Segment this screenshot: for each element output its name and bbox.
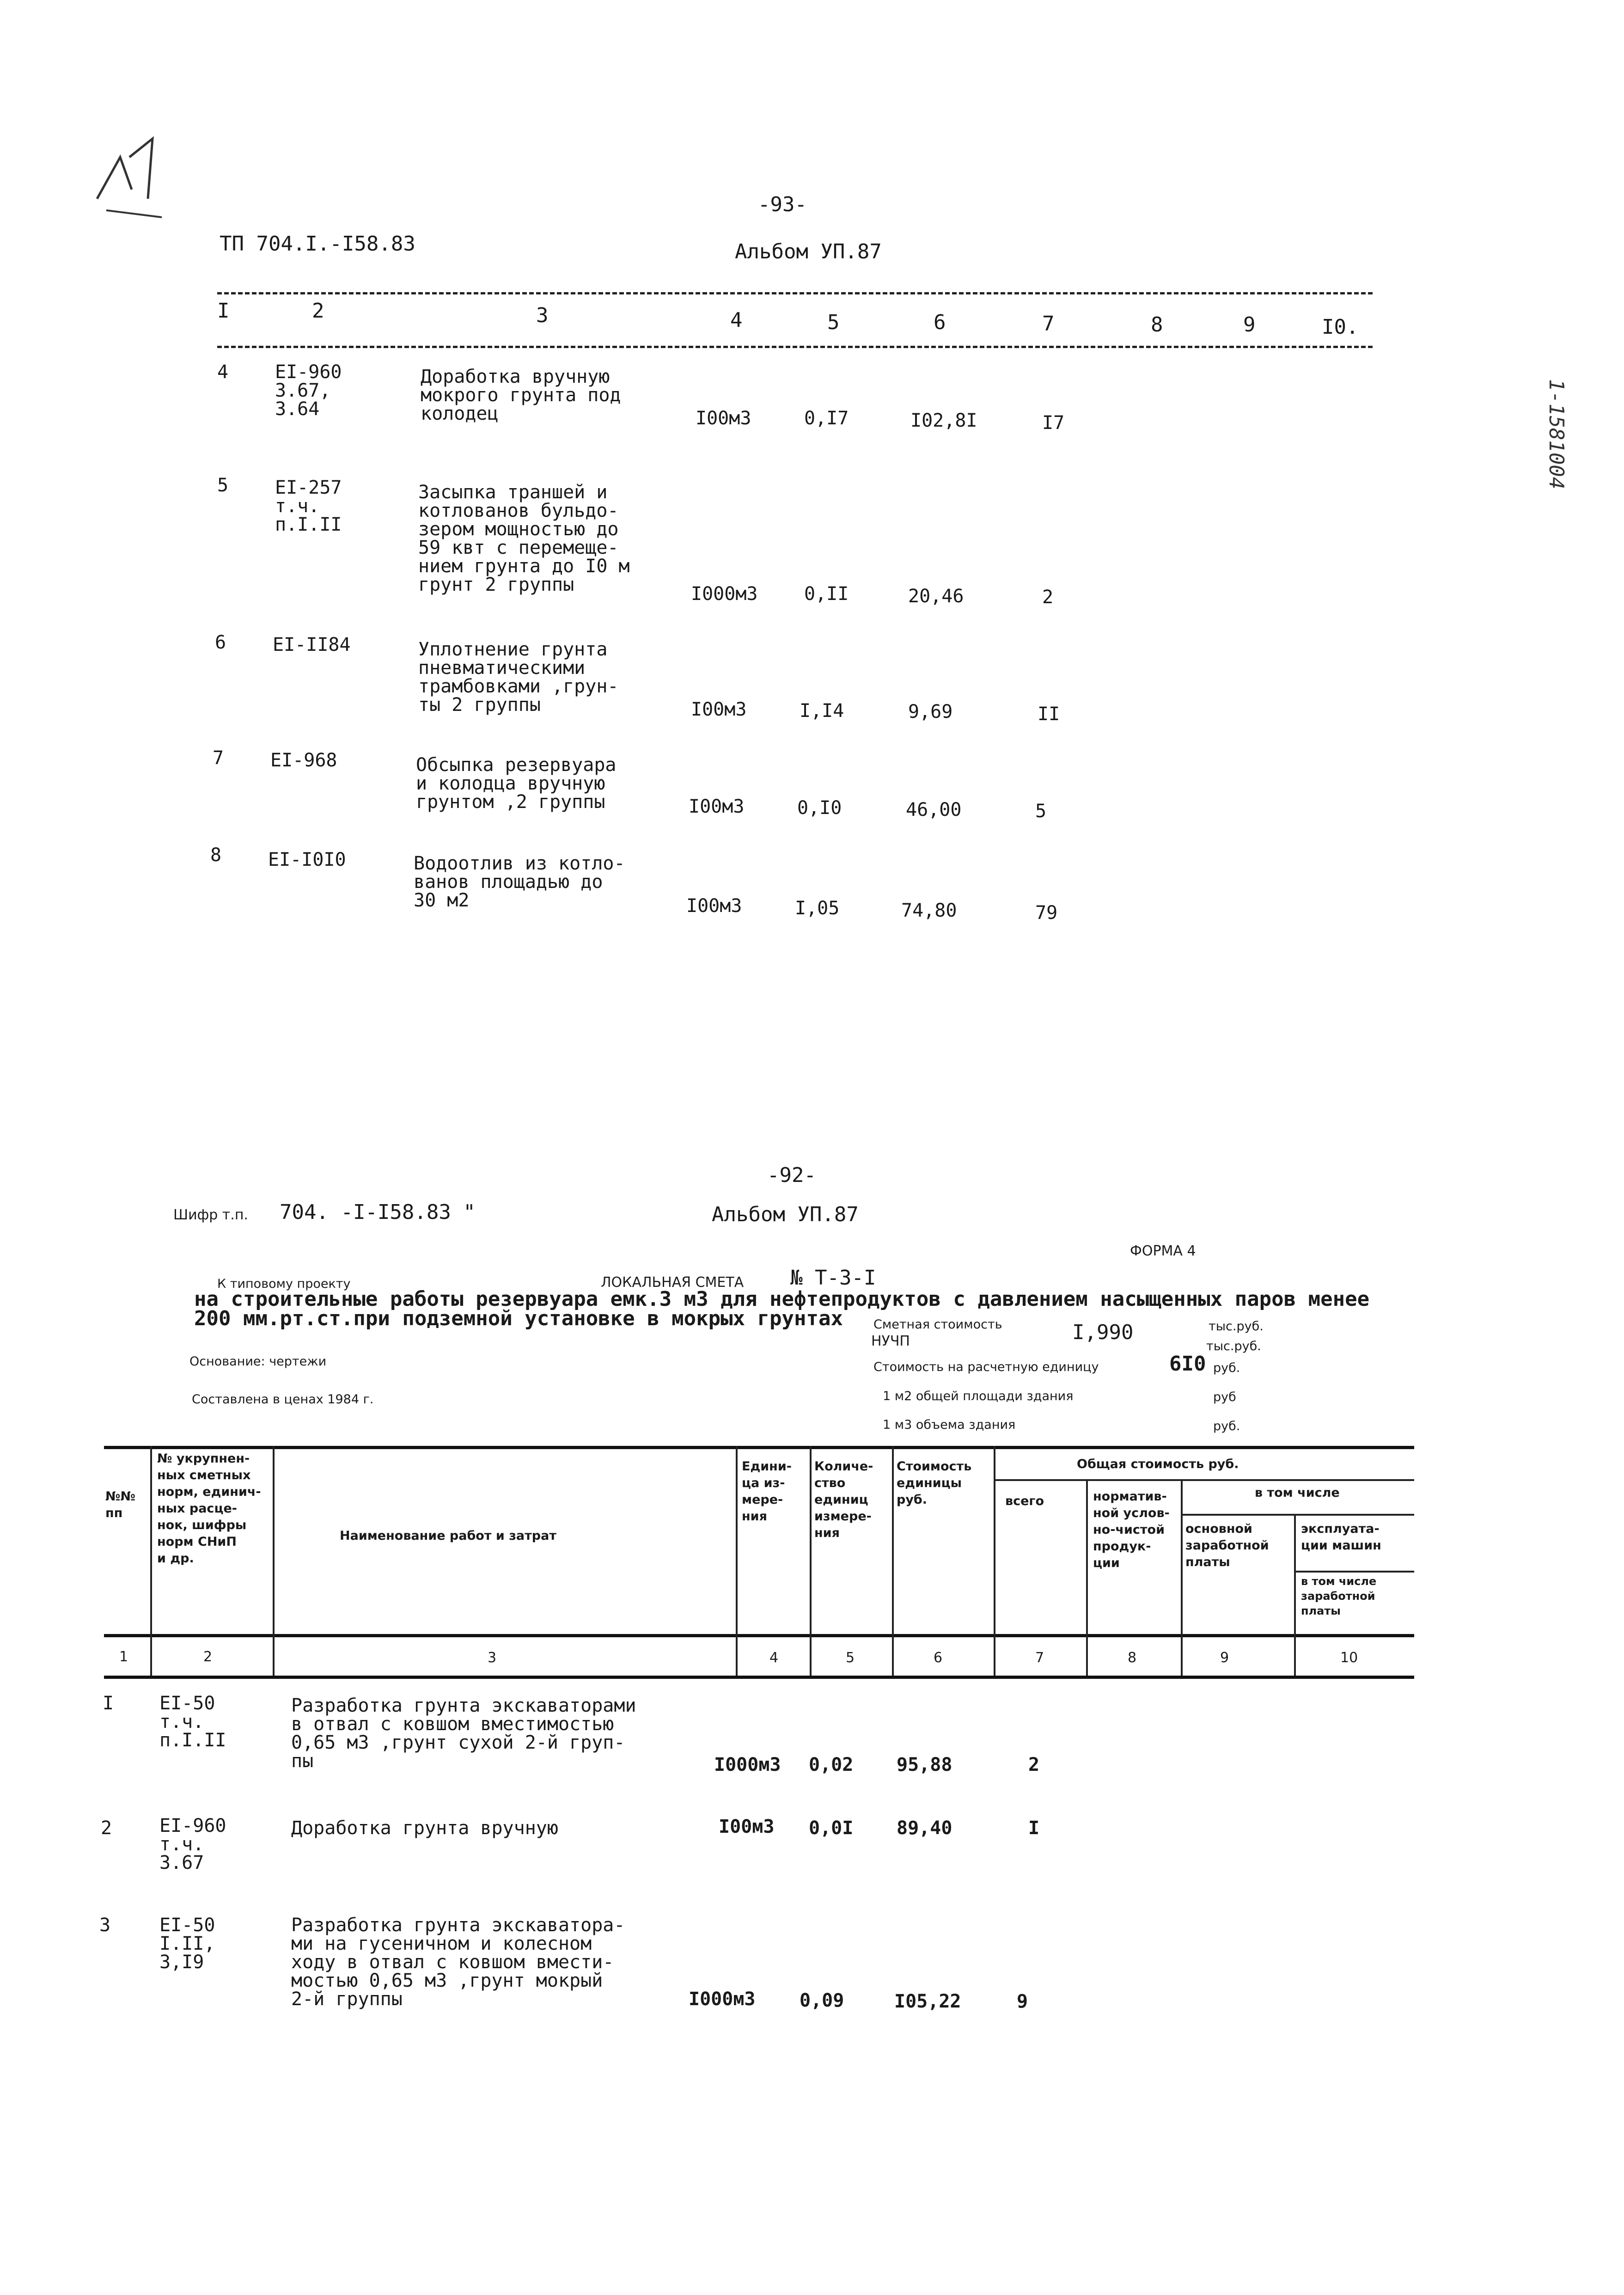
margin-note: 1-1581004 — [1545, 379, 1568, 490]
header-col-divider — [150, 1446, 152, 1676]
header-work-name: Наименование работ и затрат — [340, 1529, 556, 1543]
row-unit-price: 9,69 — [908, 701, 953, 722]
row-number: 6 — [215, 632, 226, 653]
row-quantity: I,05 — [795, 898, 840, 919]
row-quantity: 0,0I — [809, 1818, 854, 1839]
header-net-product: норматив- ной услов- но-чистой продук- ции — [1093, 1489, 1170, 1570]
row-unit: I00м3 — [719, 1816, 775, 1837]
col-number: 3 — [488, 1650, 497, 1666]
row-number: 3 — [99, 1915, 111, 1936]
row-work-name: Разработка грунта экскаватора- ми на гусеничном и колесном ходу в отвал с ковшом вмести- мостью 0,65 м3 ,грунт мокрый 2-й группы — [291, 1915, 625, 2010]
header-total-cost-group: Общая стоимость руб. — [1077, 1457, 1239, 1471]
row-total: II — [1038, 704, 1060, 725]
row-number: 4 — [217, 361, 229, 383]
row-work-name: Уплотнение грунта пневматическими трамбовками ,грун- ты 2 группы — [418, 639, 619, 716]
upper-col-6: 6 — [934, 311, 946, 334]
row-quantity: 0,02 — [809, 1754, 854, 1775]
row-total: 5 — [1035, 801, 1047, 822]
upper-col-9: 9 — [1243, 313, 1256, 337]
row-unit-price: I05,22 — [894, 1991, 961, 2012]
header-col-divider — [994, 1446, 995, 1676]
header-top-rule — [104, 1446, 1414, 1449]
header-total: всего — [1005, 1494, 1044, 1508]
row-total: I — [1028, 1818, 1040, 1839]
header-base-wage: основной заработной платы — [1185, 1522, 1269, 1569]
upper-col-5: 5 — [827, 311, 840, 334]
row-code: EI-50 I.II, 3,I9 — [159, 1915, 215, 1973]
row-unit: I000м3 — [714, 1754, 781, 1775]
upper-col-8: 8 — [1151, 313, 1163, 337]
col-number: 7 — [1035, 1650, 1044, 1666]
row-number: 5 — [217, 475, 229, 496]
row-total: 79 — [1035, 902, 1058, 924]
header-col-divider — [1294, 1514, 1296, 1676]
header-number: №№ пп — [105, 1489, 135, 1520]
smeta-title-line1: на строительные работы резервуара емк.3 м3 для нефтепродуктов с давлением насыщенных паров менее — [194, 1287, 1370, 1311]
row-unit: I00м3 — [696, 408, 751, 429]
col-number: 5 — [846, 1650, 855, 1666]
row-quantity: 0,I0 — [797, 797, 842, 819]
row-unit: I000м3 — [691, 583, 758, 605]
header-col-divider — [273, 1446, 275, 1676]
smeta-title-line2: 200 мм.рт.ст.при подземной установке в мокрых грунтах — [194, 1307, 843, 1330]
header-col-divider — [736, 1446, 738, 1676]
row-quantity: 0,09 — [800, 1990, 844, 2011]
row-unit-price: 74,80 — [901, 900, 957, 921]
row-quantity: 0,II — [804, 583, 849, 605]
header-col-divider — [1181, 1479, 1183, 1676]
row-work-name: Доработка вручную мокрого грунта под колодец — [421, 366, 621, 424]
row-code: EI-960 т.ч. 3.67 — [159, 1815, 226, 1873]
basis-label: Основание: чертежи — [189, 1354, 327, 1369]
header-group-rule — [994, 1479, 1414, 1481]
row-unit-price: 89,40 — [897, 1818, 952, 1839]
cipher-label: Шифр т.п. — [173, 1207, 248, 1223]
smeta-number: № Т-3-I — [790, 1266, 876, 1290]
row-unit: I00м3 — [691, 699, 747, 720]
header-machine-rule — [1294, 1571, 1414, 1573]
row-total: 9 — [1017, 1991, 1028, 2012]
cost-value: I,990 — [1072, 1321, 1134, 1344]
upper-header-top-rule — [217, 292, 1373, 294]
upper-header-bottom-rule — [217, 346, 1373, 348]
row-work-name: Засыпка траншей и котлованов бульдо- зером мощностью до 59 квт с перемеще- нием грунта до I0 м грунт 2 группы — [418, 482, 630, 595]
header-unit: Едини- ца из- мере- ния — [742, 1459, 792, 1524]
row-unit-price: 46,00 — [906, 799, 962, 820]
m2-unit: руб — [1213, 1390, 1236, 1404]
row-unit: I00м3 — [689, 796, 745, 817]
upper-col-1: I — [217, 299, 230, 323]
upper-col-3: 3 — [536, 304, 549, 327]
col-number: 10 — [1340, 1650, 1358, 1666]
upper-doc-code: ТП 704.I.-I58.83 — [220, 232, 415, 256]
m3-unit: руб. — [1213, 1419, 1240, 1433]
row-total: 2 — [1028, 1754, 1040, 1775]
unit-cost-value: 6I0 — [1169, 1352, 1206, 1376]
m2-label: 1 м2 общей площади здания — [883, 1389, 1074, 1403]
smeta-label: ЛОКАЛЬНАЯ СМЕТА — [601, 1274, 744, 1291]
row-number: 8 — [210, 845, 222, 866]
row-work-name: Доработка грунта вручную — [291, 1818, 558, 1839]
upper-col-10: I0. — [1322, 315, 1359, 339]
col-number: 9 — [1220, 1650, 1229, 1666]
row-work-name: Разработка грунта экскаваторами в отвал с ковшом вместимостью 0,65 м3 ,грунт сухой 2-й груп- пы — [291, 1695, 636, 1772]
row-work-name: Водоотлив из котло- ванов площадью до 30 м2 — [414, 853, 625, 911]
header-col-divider — [892, 1446, 894, 1676]
header-bottom-rule — [104, 1676, 1414, 1679]
row-unit-price: 95,88 — [897, 1754, 952, 1775]
unit-cost-unit: руб. — [1213, 1361, 1240, 1375]
row-code: EI-II84 — [273, 634, 351, 655]
row-unit: I000м3 — [689, 1989, 756, 2010]
cost-unit-1: тыс.руб. — [1209, 1319, 1264, 1334]
compiled-prices: Составлена в ценах 1984 г. — [192, 1392, 374, 1407]
header-machine-operation: эксплуата- ции машин — [1301, 1522, 1381, 1553]
row-code: EI-257 т.ч. п.I.II — [275, 477, 342, 535]
to-project: К типовому проекту — [217, 1277, 351, 1291]
row-unit-price: 20,46 — [908, 586, 964, 607]
cost-unit-2: тыс.руб. — [1206, 1339, 1261, 1353]
header-quantity: Количе- ство единиц измере- ния — [814, 1459, 873, 1540]
cipher-value: 704. -I-I58.83 " — [280, 1200, 476, 1224]
header-machine-wage: в том числе заработной платы — [1301, 1575, 1377, 1617]
upper-col-4: 4 — [730, 308, 743, 332]
lower-page-number: -92- — [767, 1163, 816, 1187]
header-incl-rule — [1181, 1514, 1414, 1516]
handwritten-mark — [88, 129, 171, 222]
row-code: EI-50 т.ч. п.I.II — [159, 1693, 226, 1751]
upper-page-number: -93- — [758, 193, 807, 216]
form-label: ФОРМА 4 — [1130, 1243, 1196, 1259]
header-col-divider — [1086, 1479, 1088, 1676]
upper-col-7: 7 — [1042, 312, 1055, 336]
row-total: 2 — [1042, 587, 1054, 608]
row-code: EI-I0I0 — [268, 849, 346, 870]
cost-label: Сметная стоимость — [873, 1317, 1002, 1332]
upper-album: Альбом УП.87 — [735, 240, 882, 263]
row-unit: I00м3 — [686, 895, 742, 917]
upper-col-2: 2 — [312, 299, 324, 323]
header-mid-rule — [104, 1634, 1414, 1637]
nuchp-label: НУЧП — [871, 1333, 910, 1349]
row-unit-price: I02,8I — [910, 410, 977, 431]
header-unit-price: Стоимость единицы руб. — [897, 1459, 972, 1507]
row-total: I7 — [1042, 412, 1065, 434]
row-code: EI-960 3.67, 3.64 — [275, 361, 342, 420]
row-quantity: I,I4 — [800, 700, 844, 722]
row-number: 7 — [213, 747, 224, 769]
row-number: I — [103, 1693, 114, 1714]
header-code: № укрупнен- ных сметных норм, единич- ных расце- нок, шифры норм СНиП и др. — [157, 1451, 261, 1566]
header-col-divider — [810, 1446, 812, 1676]
row-number: 2 — [101, 1818, 112, 1839]
lower-album: Альбом УП.87 — [712, 1203, 859, 1226]
col-number: 4 — [769, 1650, 779, 1666]
unit-cost-label: Стоимость на расчетную единицу — [873, 1360, 1099, 1374]
row-quantity: 0,I7 — [804, 408, 849, 429]
col-number: 2 — [203, 1649, 213, 1665]
col-number: 6 — [934, 1650, 943, 1666]
col-number: 8 — [1128, 1650, 1137, 1666]
row-code: EI-968 — [270, 750, 337, 771]
col-number: 1 — [119, 1649, 128, 1665]
header-including: в том числе — [1255, 1486, 1340, 1500]
m3-label: 1 м3 объема здания — [883, 1418, 1016, 1432]
row-work-name: Обсыпка резервуара и колодца вручную грунтом ,2 группы — [416, 754, 617, 813]
